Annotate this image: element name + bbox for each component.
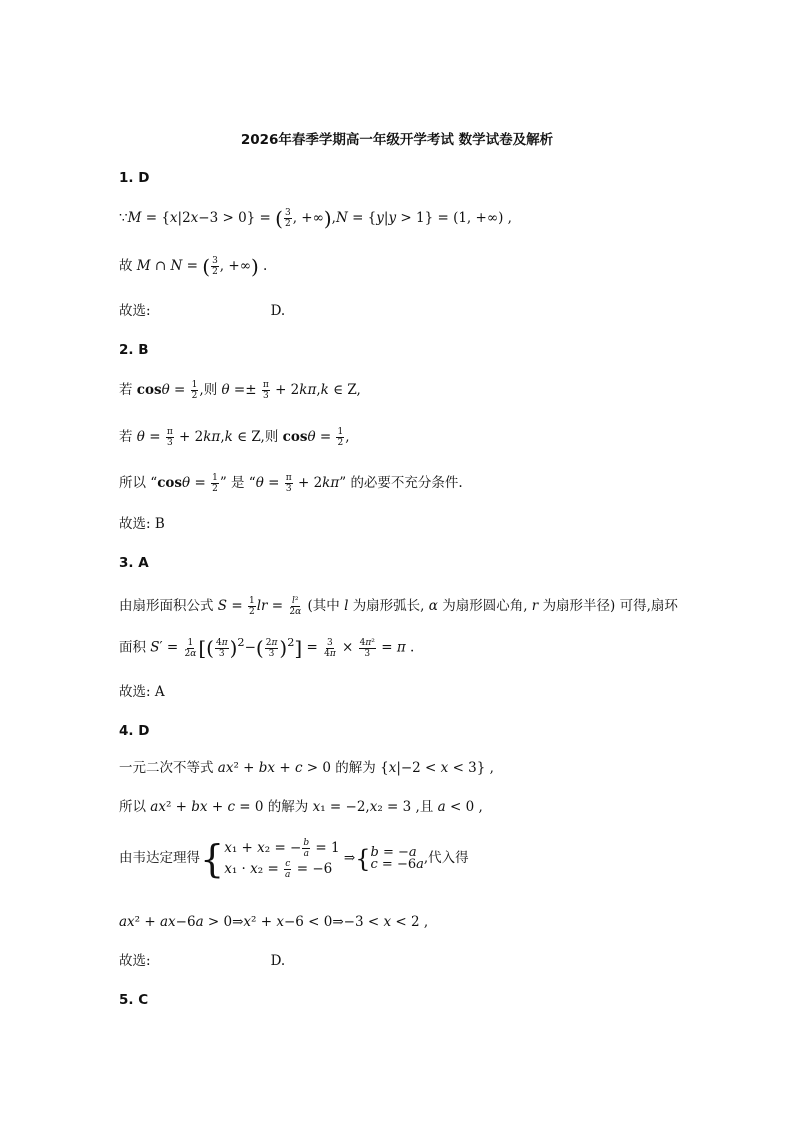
q1-line-1: ∵M = {x|2x−3 > 0} = ( $\frac{3}{2}$ , +∞),N = {y|y > 1} = (1, +∞) , <box>119 206 512 231</box>
q2-select: 故选: B <box>119 516 165 532</box>
q2-answer-label: 2. B <box>119 342 149 358</box>
q3-line-1: 由扇形面积公式 S = $\frac{1}{2}$ lr = $\frac{\text{l²}}{2\alpha}$ (其中 l 为扇形弧长, α 为扇形圆心角, r 为扇形半径) 可得,扇环 <box>119 596 678 617</box>
q5-answer-label: 5. C <box>119 992 149 1008</box>
q4-line-4: ax² + ax−6a > 0⇒x² + x−6 < 0⇒−3 < x < 2 , <box>119 914 429 930</box>
q3-line-2: 面积 S′ = $\frac{1}{2\alpha}$ [( $\frac{4\pi}{3}$ )$^2$−( $\frac{2\pi}{3}$ )$^2$] = $\frac{3}{4\pi}$ × $\frac{\text{4π²}}{3}$ = π . <box>119 636 415 660</box>
q4-line-1: 一元二次不等式 ax² + bx + c > 0 的解为 {x|−2 < x < 3} , <box>119 760 494 776</box>
q4-line-3: 由韦达定理得 { x₁ + x₂ = − $\frac{b}{a}$ = 1 x₁ · x₂ = $\frac{c}{a}$ = −6 ⇒ { b = −a c = −6a ,代入得 <box>119 836 469 881</box>
q2-line-1: 若 cosθ = $\frac{1}{2}$ ,则 θ =± $\frac{\pi}{3}$ + 2kπ,k ∈ Z, <box>119 380 361 401</box>
q1-answer-label: 1. D <box>119 170 150 186</box>
q3-answer-label: 3. A <box>119 555 149 571</box>
q4-select: 故选: D. <box>119 953 286 969</box>
because-symbol: ∵ <box>119 210 128 226</box>
q3-select: 故选: A <box>119 684 165 700</box>
q2-line-3: 所以 “cosθ = $\frac{1}{2}$ ” 是 “θ = $\frac{\pi}{3}$ + 2kπ” 的必要不充分条件. <box>119 473 463 494</box>
q1-select: 故选: D. <box>119 303 286 319</box>
q2-line-2: 若 θ = $\frac{\pi}{3}$ + 2kπ,k ∈ Z,则 cosθ = $\frac{1}{2}$ , <box>119 427 350 448</box>
q4-line-2: 所以 ax² + bx + c = 0 的解为 x₁ = −2,x₂ = 3 ,且 a < 0 , <box>119 799 483 815</box>
q1-line-2: 故 M ∩ N = ( $\frac{3}{2}$ , +∞) . <box>119 254 268 279</box>
page-title: 2026年春季学期高一年级开学考试 数学试卷及解析 <box>240 132 554 148</box>
q4-answer-label: 4. D <box>119 723 150 739</box>
